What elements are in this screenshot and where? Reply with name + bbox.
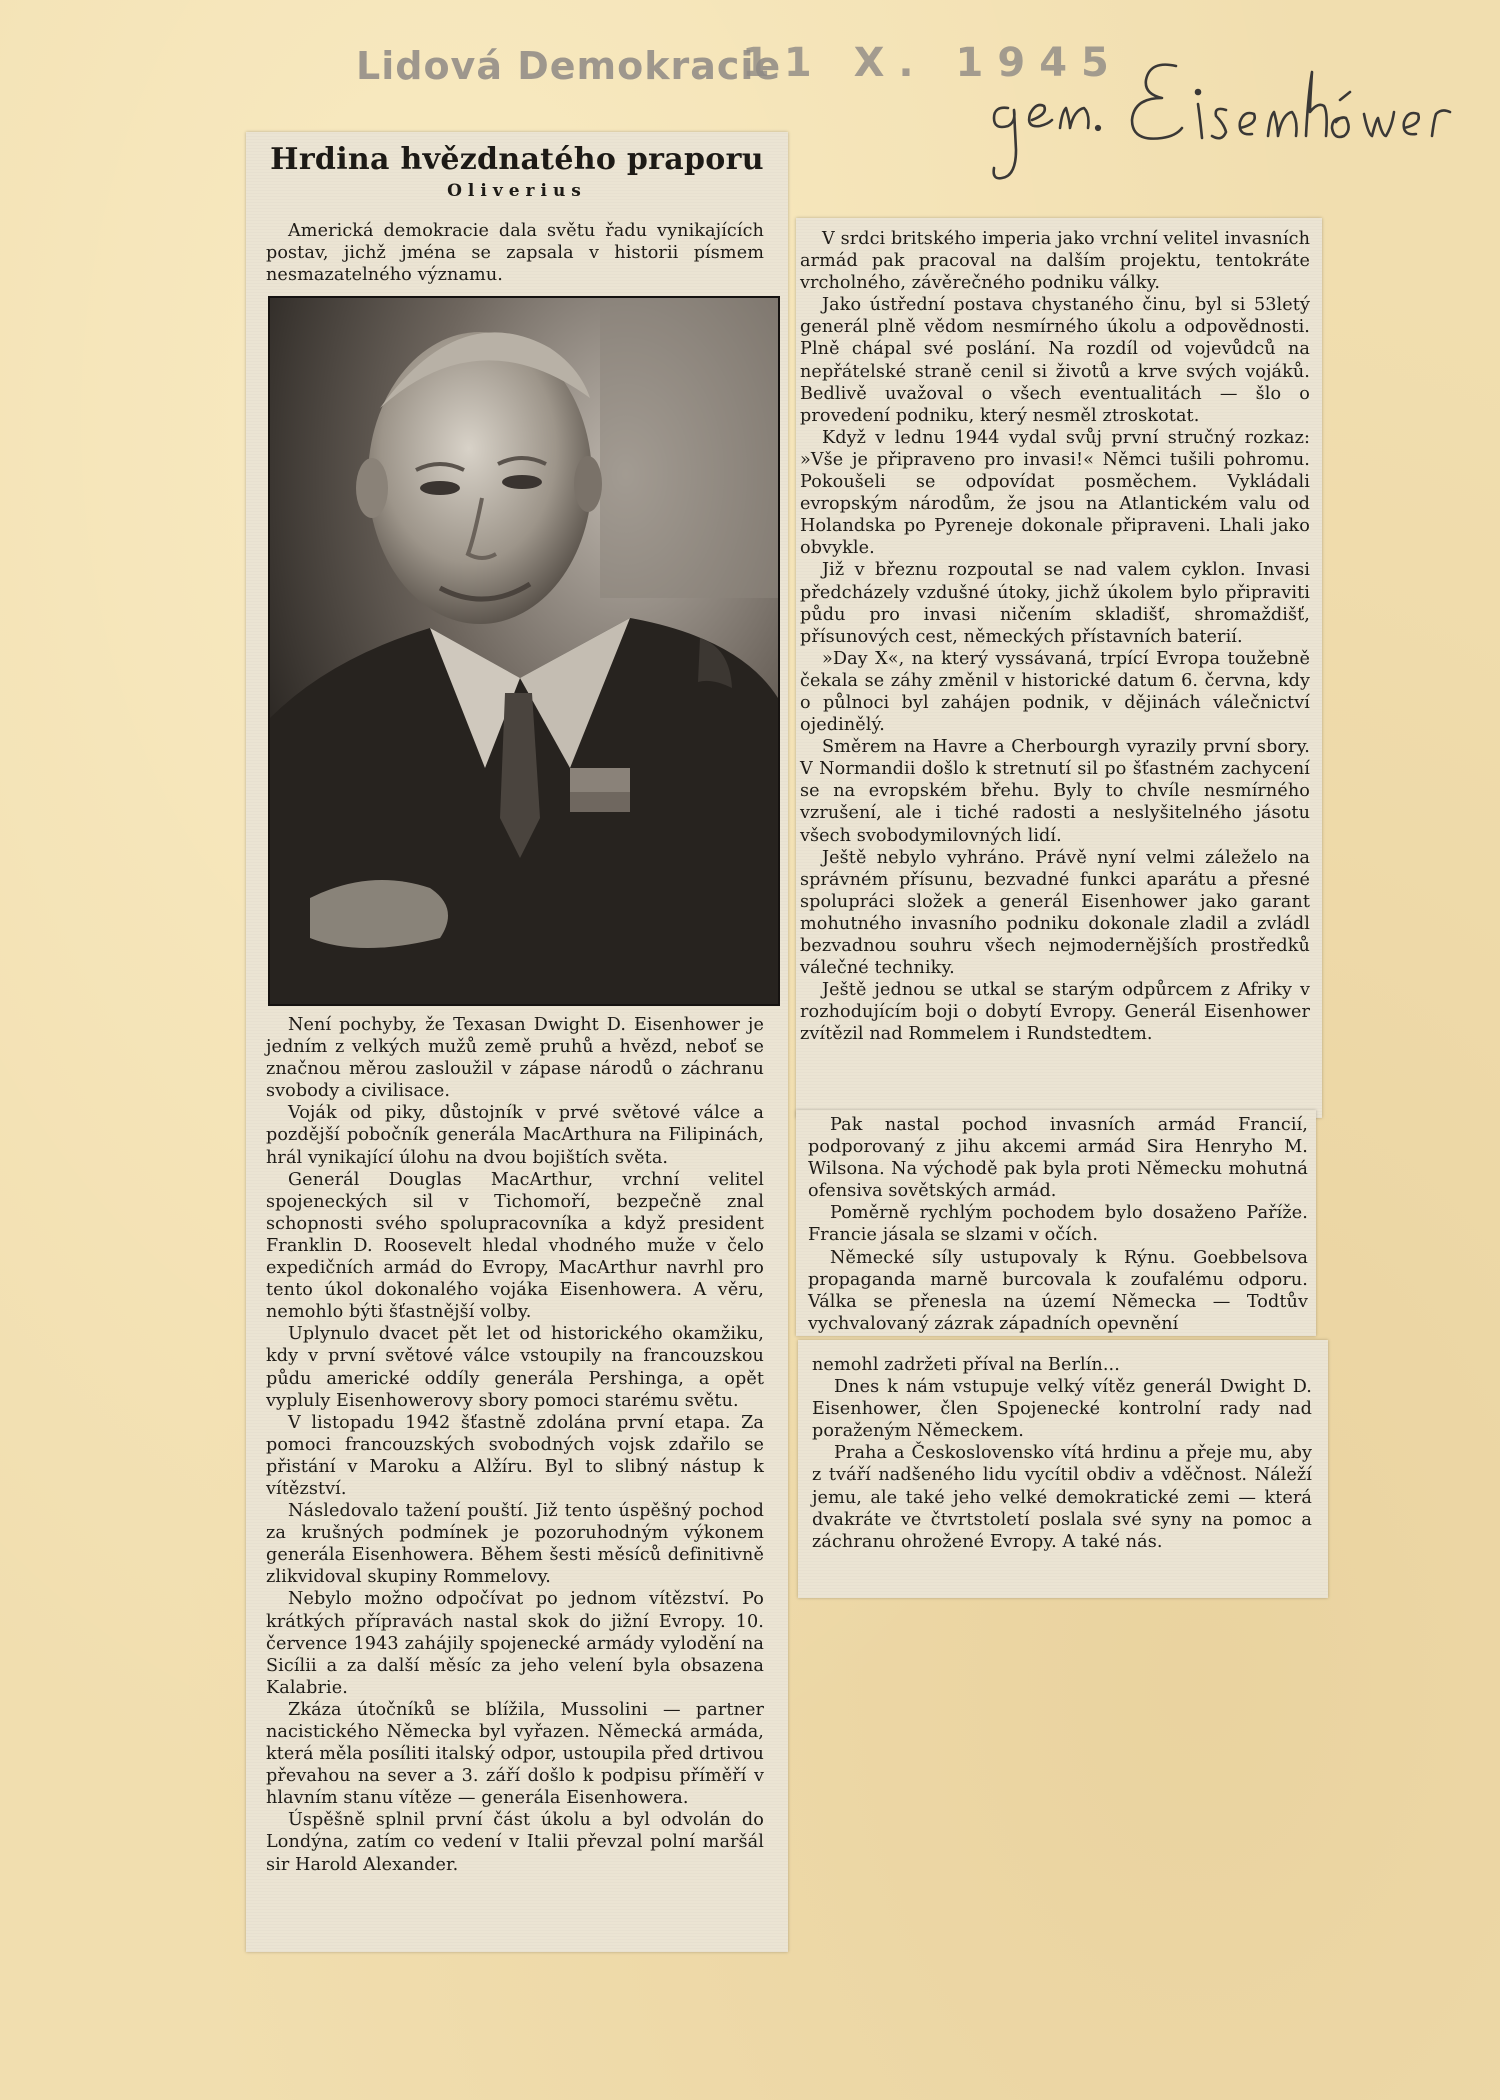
newspaper-stamp: Lidová Demokracie [356, 44, 782, 88]
article-header [246, 132, 788, 207]
clipping-right-top [796, 218, 1322, 1118]
article-title: Hrdina hvězdnatého praporu [270, 142, 764, 177]
paragraph: Již v březnu rozpoutal se nad valem cyklon. Invasi předcházely vzdušné útoky, jichž úkolem bylo připraviti půdu pro invasi ničením skladišť, shromaždišť, přísunových cest, německých přístavních baterií. [800, 560, 1310, 647]
intro-paragraph: Americká demokracie dala světu řadu vynikajících postav, jichž jména se zapsala v historii písmem nesmazatelného významu. [266, 221, 764, 286]
article-intro [266, 220, 764, 286]
paragraph: Uplynulo dvacet pět let od historického okamžiku, kdy v první světové válce vstoupily na francouzskou půdu americké oddíly generála Pershinga, a opět vypluly Eisenhowerovy sbory pomoci starému světu. [266, 1324, 764, 1411]
paragraph: Pak nastal pochod invasních armád Francií, podporovaný z jihu akcemi armád Sira Henryho M. Wilsona. Na východě pak byla proti Německu mohutná ofensiva sovětských armád. [808, 1115, 1308, 1202]
right-column-text-middle [808, 1114, 1308, 1335]
paragraph: Když v lednu 1944 vydal svůj první stručný rozkaz: »Vše je připraveno pro invasi!« Němci tušili pohromu. Pokoušeli se odpovídat posměchem. Vykládali evropským národům, že jsou na Atlantickém valu od Holandska po Pyreneje dokonale připraveni. Lhali jako obvykle. [800, 427, 1310, 559]
paragraph: Následovalo tažení pouští. Již tento úspěšný pochod za krušných podmínek je pozoruhodným výkonem generála Eisenhowera. Během šesti měsíců definitivně zlikvidoval skupiny Rommelovy. [266, 1501, 764, 1588]
paragraph: Praha a Československo vítá hrdinu a přeje mu, aby z tváří nadšeného lidu vycítil obdiv a vděčnost. Náleží jemu, ale také jeho velké demokratické zemi — která dvakráte ve čtvrtstoletí poslala své syny na pomoc a záchranu ohrožené Evropy. A také nás. [812, 1443, 1312, 1552]
paragraph: Voják od piky, důstojník v prvé světové válce a pozdější pobočník generála MacArthura na Filipinách, hrál vynikající úlohu na dvou bojištích světa. [266, 1103, 764, 1168]
paragraph: Zkáza útočníků se blížila, Mussolini — partner nacistického Německa byl vyřazen. Německá armáda, která měla posíliti italský odpor, ustoupila před drtivou převahou na sever a 3. září došlo k podpisu příměří v hlavním stanu vítěze — generála Eisenhowera. [266, 1699, 764, 1809]
handwritten-note [980, 48, 1500, 198]
paragraph: Směrem na Havre a Cherbourgh vyrazily první sbory. V Normandii došlo k stretnutí sil po šťastném zachycení se na evropském břehu. Byly to chvíle nesmírného vzrušení, ale i tiché radosti a neslyšitelného jásotu všech svobodymilovných lidí. [800, 737, 1310, 846]
paragraph: Generál Douglas MacArthur, vrchní velitel spojeneckých sil v Tichomoří, bezpečně znal schopnosti svého spolupracovníka a když president Franklin D. Roosevelt hledal vhodného muže v čelo expedičních armád do Evropy, MacArthur navrhl pro tento úkol dokonalého vojáka Eisenhowera. A věru, nemohlo býti šťastnější volby. [266, 1169, 764, 1323]
paragraph: V srdci britského imperia jako vrchní velitel invasních armád pak pracoval na dalším projektu, tentokráte vrcholného, závěrečného podniku války. [800, 229, 1310, 294]
paragraph: Jako ústřední postava chystaného činu, byl si 53letý generál plně vědom nesmírného úkolu a odpovědnosti. Plně chápal své poslání. Na rozdíl od vojevůdců na nepřátelské straně cenil si životů a krve svých vojáků. Bedlivě uvažoval o všech eventualitách — šlo o provedení podniku, který nesměl ztroskotat. [800, 295, 1310, 426]
clipping-right-bottom [798, 1340, 1328, 1598]
eisenhower-portrait-photo [268, 296, 780, 1006]
paragraph: Ještě jednou se utkal se starým odpůrcem z Afriky v rozhodujícím boji o dobytí Evropy. Generál Eisenhower zvítězil nad Rommelem i Rundstedtem. [800, 980, 1310, 1045]
left-column-text [266, 1014, 764, 1876]
paragraph: V listopadu 1942 šťastně zdolána první etapa. Za pomoci francouzských svobodných vojsk zdařilo se přistání v Maroku a Alžíru. Byl to slibný nástup k vítězství. [266, 1412, 764, 1499]
right-column-text-top [800, 228, 1310, 1045]
paragraph: Německé síly ustupovaly k Rýnu. Goebbelsova propaganda marně burcovala k zoufalému odporu. Válka se přenesla na území Německa — Todtův vychvalovaný zázrak západních opevnění [808, 1247, 1308, 1334]
paragraph: nemohl zadržeti příval na Berlín... [812, 1355, 1120, 1375]
article-author: Oliverius [447, 181, 587, 201]
paragraph: Ještě nebylo vyhráno. Právě nyní velmi záleželo na správném přísunu, bezvadné funkci aparátu a přesné spolupráci složek a generál Eisenhower jako garant mohutného invasního podniku dokonale zladil a zvládl bezvadnou souhru všech nejmodernějších prostředků válečné techniky. [800, 847, 1310, 979]
date-stamp: 11 X. 1945 [742, 40, 1123, 86]
paragraph: Není pochyby, že Texasan Dwight D. Eisenhower je jedním z velkých mužů země pruhů a hvězd, neboť se značnou měrou zasloužil v zápase národů o záchranu svobody a civilisace. [266, 1015, 764, 1102]
paragraph: Dnes k nám vstupuje velký vítěz generál Dwight D. Eisenhower, člen Spojenecké kontrolní rady nad poraženým Německem. [812, 1377, 1312, 1442]
paragraph: »Day X«, na který vyssávaná, trpící Evropa toužebně čekala se záhy změnil v historické datum 6. června, kdy o půlnoci byl zahájen podnik, v dějinách válečnictví ojedinělý. [800, 648, 1310, 736]
paragraph: Úspěšně splnil první část úkolu a byl odvolán do Londýna, zatím co vedení v Italii převzal polní maršál sir Harold Alexander. [266, 1810, 764, 1875]
paragraph: Poměrně rychlým pochodem bylo dosaženo Paříže. Francie jásala se slzami v očích. [808, 1203, 1308, 1246]
clipping-right-middle [796, 1110, 1316, 1336]
paragraph: Nebylo možno odpočívat po jednom vítězství. Po krátkých přípravách nastal skok do jižní Evropy. 10. července 1943 zahájily spojenecké armády vylodění na Sicílii a za další měsíc za jeho velení byla obsazena Kalabrie. [266, 1589, 764, 1698]
right-column-text-bottom [812, 1354, 1312, 1553]
